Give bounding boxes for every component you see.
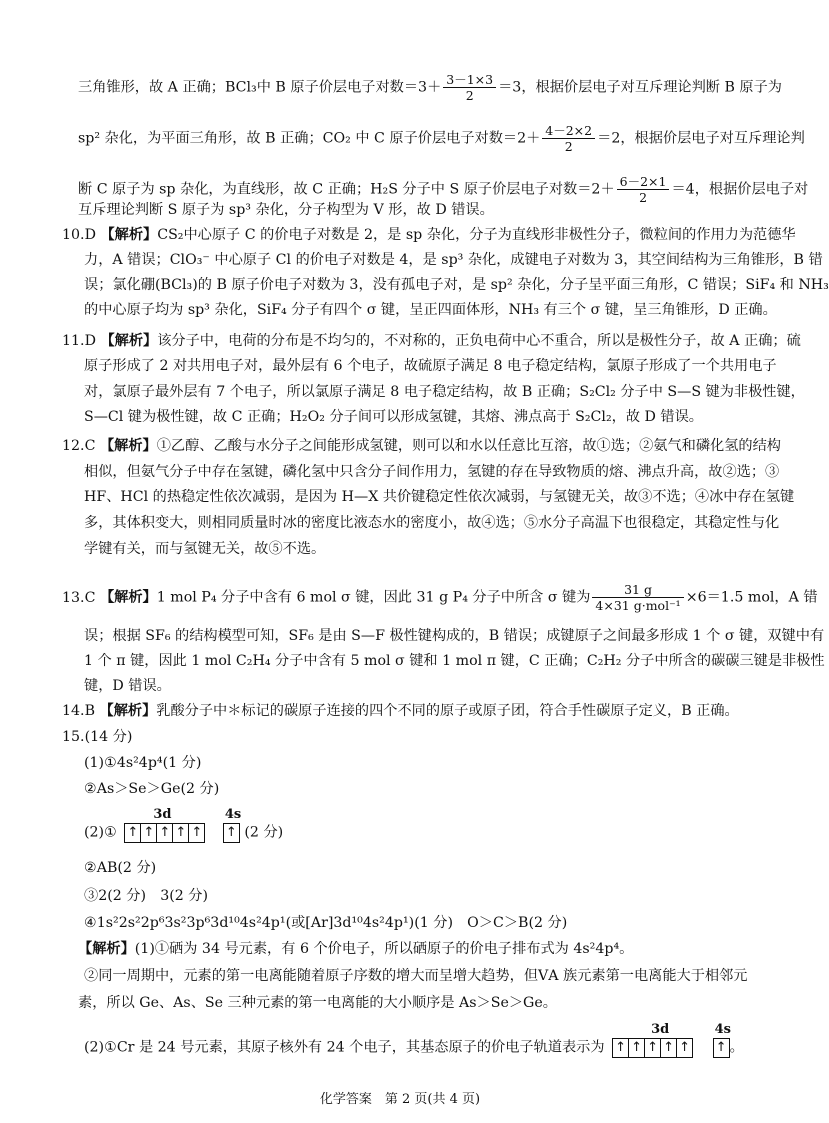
text-line: 原子形成了 2 对共用电子对，最外层有 6 个电子，故硫原子满足 8 电子稳定结构，氯原子形成了一个共用电子 — [84, 358, 777, 374]
text-line: 1 个 π 键，因此 1 mol C₂H₄ 分子中含有 5 mol σ 键和 1 mol π 键，C 正确；C₂H₂ 分子中所含的碳碳三键是非极性 — [84, 653, 825, 669]
orbital-box: ↑ — [172, 823, 189, 843]
analysis-tag: 【解析】 — [99, 438, 157, 454]
orbital-label: 4s — [224, 807, 242, 822]
analysis-tag: 【解析】 — [99, 703, 157, 719]
question-number: 12.C — [62, 438, 96, 454]
answer-line: ③2(2 分) 3(2 分) — [84, 888, 209, 904]
question-number: 11.D — [62, 333, 96, 349]
orbital-label: 3d — [153, 807, 172, 822]
question-12: 12.C 【解析】①乙醇、乙酸与水分子之间能形成氢键，则可以和水以任意比互溶，故①选；②氨气和磷化氢的结构 — [62, 438, 781, 454]
orbital-label: 3d — [651, 1022, 670, 1037]
text-line: 力，A 错误；ClO₃⁻ 中心原子 Cl 的价电子对数是 4，是 sp³ 杂化，成键电子对数为 3，其空间结构为三角锥形，B 错 — [84, 252, 823, 268]
answer-line: ②As＞Se＞Ge(2 分) — [84, 781, 220, 797]
answer-line: ④1s²2s²2p⁶3s²3p⁶3d¹⁰4s²4p¹(或[Ar]3d¹⁰4s²4p¹)(1 分) O＞C＞B(2 分) — [84, 915, 568, 931]
orbital-diagram-4s — [224, 807, 242, 843]
explanation-line: (2)①Cr 是 24 号元素，其原子核外有 24 个电子，其基态原子的价电子轨道表示为 3d ↑ ↑ ↑ ↑ ↑ 4s ↑ 。 — [84, 1037, 744, 1058]
orbital-box: ↑ — [188, 823, 205, 843]
fraction: $\frac{4-2\times 2}{2}$ — [542, 123, 595, 154]
text-line: 的中心原子均为 sp³ 杂化，SiF₄ 分子有四个 σ 键，呈正四面体形，NH₃ 有三个 σ 键，呈三角锥形，D 正确。 — [84, 302, 777, 318]
explanation-line: 素，所以 Ge、As、Se 三种元素的第一电离能的大小顺序是 As＞Se＞Ge。 — [78, 995, 557, 1011]
orbital-box: ↑ — [644, 1038, 661, 1058]
question-number: 13.C — [62, 589, 96, 606]
answer-line: ②AB(2 分) — [84, 860, 157, 876]
orbital-box: ↑ — [156, 823, 173, 843]
explanation-line: ②同一周期中，元素的第一电离能随着原子序数的增大而呈增大趋势，但ⅤA 族元素第一电离能大于相邻元 — [84, 968, 748, 984]
orbital-box: ↑ — [223, 823, 240, 843]
text-line: 学键有关，而与氢键无关，故⑤不选。 — [84, 541, 326, 557]
fraction: $\frac{6-2\times 1}{2}$ — [617, 174, 670, 205]
orbital-box: ↑ — [628, 1038, 645, 1058]
page-footer: 化学答案 第 2 页(共 4 页) — [319, 1092, 481, 1107]
fraction: $\frac{31 g}{\text{4×31 g·mol⁻¹}}$ — [592, 582, 683, 613]
orbital-box: ↑ — [124, 823, 141, 843]
text-line: 三角锥形，故 A 正确；BCl₃中 B 原子价层电子对数＝3＋ $\frac{3-1\times 3}{2}$ ＝3，根据价层电子对互斥理论判断 B 原子为 — [78, 72, 782, 103]
question-15-heading: 15.(14 分) — [62, 729, 133, 745]
text-line: 断 C 原子为 sp 杂化，为直线形，故 C 正确；H₂S 分子中 S 原子价层电子对数＝2＋ $\frac{6-2\times 1}{2}$ ＝4，根据价层电子对 — [78, 174, 809, 205]
orbital-box: ↑ — [660, 1038, 677, 1058]
analysis-tag: 【解析】 — [78, 941, 135, 957]
explanation-line: 【解析】(1)①硒为 34 号元素，有 6 个价电子，所以硒原子的价电子排布式为 4s²4p⁴。 — [78, 941, 634, 957]
fraction: $\frac{3-1\times 3}{2}$ — [443, 72, 496, 103]
text-line: 误；氯化硼(BCl₃)的 B 原子价电子对数为 3，没有孤电子对，是 sp² 杂化，分子呈平面三角形，C 错误；SiF₄ 和 NH₃ — [84, 277, 829, 293]
text-line: 互斥理论判断 S 原子为 sp³ 杂化，分子构型为 V 形，故 D 错误。 — [78, 202, 494, 218]
text-line: 对，氯原子最外层有 7 个电子，所以氯原子满足 8 电子稳定结构，故 B 正确；S₂Cl₂ 分子中 S—S 键为非极性键， — [84, 384, 805, 400]
text-line: 键，D 错误。 — [84, 678, 171, 694]
orbital-box: ↑ — [140, 823, 157, 843]
analysis-tag: 【解析】 — [100, 333, 158, 349]
question-number: 14.B — [62, 703, 95, 719]
question-10: 10.D 【解析】CS₂中心原子 C 的价电子对数是 2，是 sp 杂化，分子为直线形非极性分子，微粒间的作用力为范德华 — [62, 227, 796, 243]
orbital-box: ↑ — [676, 1038, 693, 1058]
text-line: 相似，但氨气分子中存在氢键，磷化氢中只含分子间作用力，氢键的存在导致物质的熔、沸点升高，故②选；③ — [84, 464, 780, 480]
text-line: 误；根据 SF₆ 的结构模型可知，SF₆ 是由 S—F 极性键构成的，B 错误；成键原子之间最多形成 1 个 σ 键，双键中有 — [84, 628, 825, 644]
text-line: 多，其体积变大，则相同质量时冰的密度比液态水的密度小，故④选；⑤水分子高温下也很稳定，其稳定性与化 — [84, 515, 780, 531]
question-14: 14.B 【解析】乳酸分子中＊标记的碳原子连接的四个不同的原子或原子团，符合手性碳原子定义，B 正确。 — [62, 703, 739, 719]
text-line: HF、HCl 的热稳定性依次减弱，是因为 H—X 共价键稳定性依次减弱，与氢键无关，故③不选；④冰中存在氢键 — [84, 489, 795, 505]
orbital-box: ↑ — [713, 1038, 730, 1058]
analysis-tag: 【解析】 — [100, 227, 158, 243]
question-13: 13.C 【解析】1 mol P₄ 分子中含有 6 mol σ 键，因此 31 g P₄ 分子中所含 σ 键为 $\frac{31 g}{\text{4×31 g·mol⁻¹}}$ ×6＝1.5 mol，A 错 — [62, 582, 818, 613]
orbital-diagram-3d — [613, 1022, 693, 1058]
answer-line: (1)①4s²4p⁴(1 分) — [84, 755, 202, 771]
analysis-tag: 【解析】 — [99, 589, 157, 606]
orbital-label: 4s — [714, 1022, 731, 1037]
text-line: S—Cl 键为极性键，故 C 正确；H₂O₂ 分子间可以形成氢键，其熔、沸点高于 S₂Cl₂，故 D 错误。 — [84, 409, 703, 425]
question-number: 10.D — [62, 227, 96, 243]
orbital-diagram-3d — [125, 807, 205, 843]
answer-line: (2)① 3d ↑ ↑ ↑ ↑ ↑ 4s ↑ (2 分) — [84, 822, 283, 843]
question-11: 11.D 【解析】该分子中，电荷的分布是不均匀的，不对称的，正负电荷中心不重合，所以是极性分子，故 A 正确；硫 — [62, 333, 801, 349]
text-line: sp² 杂化，为平面三角形，故 B 正确；CO₂ 中 C 原子价层电子对数＝2＋ $\frac{4-2\times 2}{2}$ ＝2，根据价层电子对互斥理论判 — [78, 123, 805, 154]
orbital-diagram-4s — [714, 1022, 731, 1058]
orbital-box: ↑ — [612, 1038, 629, 1058]
